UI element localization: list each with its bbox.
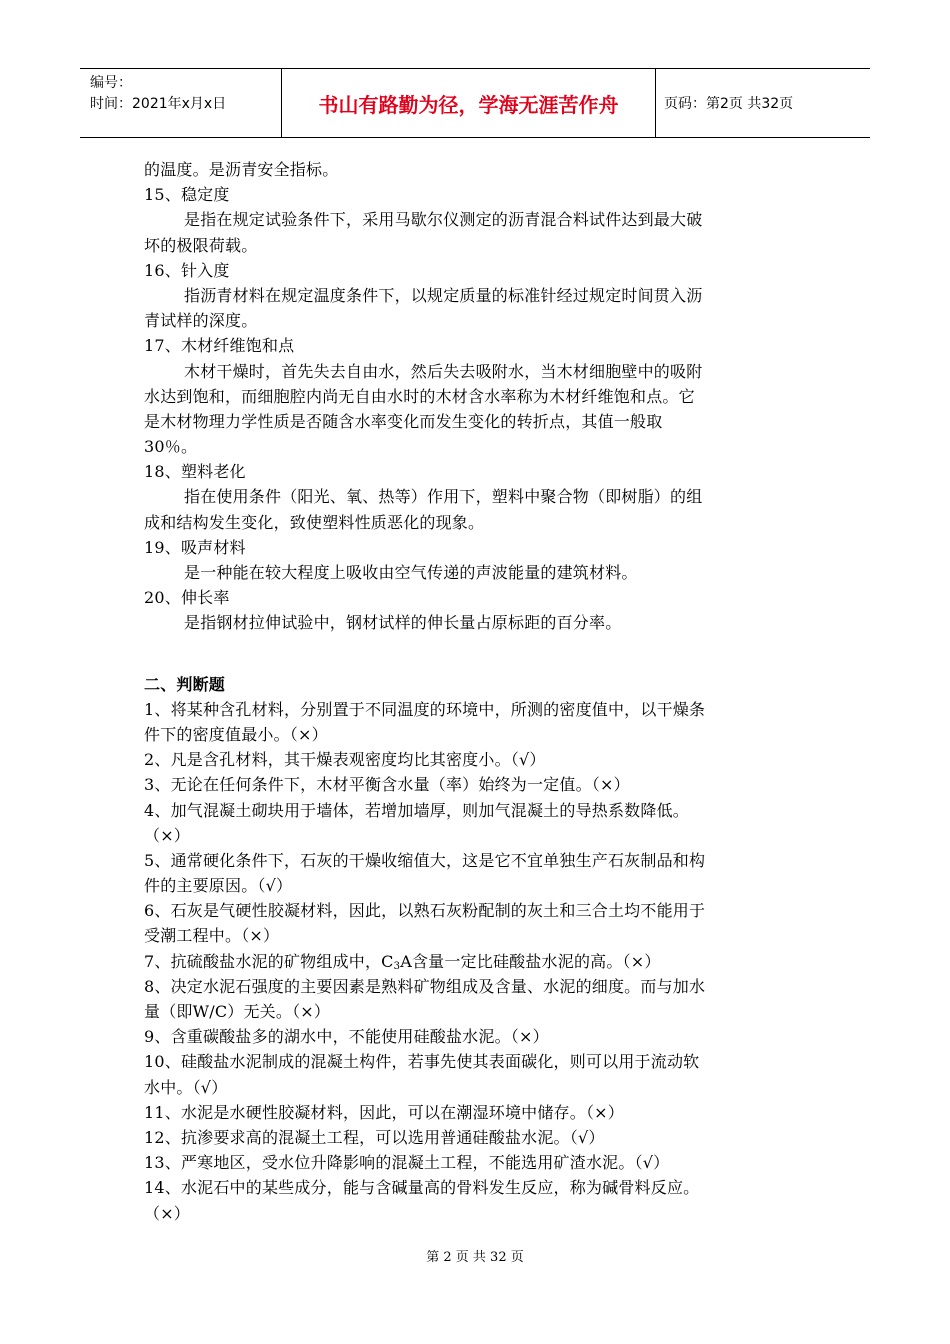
- judgment-item: 受潮工程中。（×）: [144, 926, 280, 946]
- definition-text: 指沥青材料在规定温度条件下，以规定质量的标准针经过规定时间贯入沥: [184, 285, 703, 305]
- definition-term: 16、针入度: [144, 260, 230, 280]
- judgment-item: 件下的密度值最小。（×）: [144, 724, 328, 744]
- judgment-item: 7、抗硫酸盐水泥的矿物组成中，$C_3A$含量一定比硅酸盐水泥的高。（×）: [144, 951, 661, 972]
- judgment-item: 6、石灰是气硬性胶凝材料，因此，以熟石灰粉配制的灰土和三合土均不能用于: [144, 901, 706, 921]
- judgment-item: 3、无论在任何条件下，木材平衡含水量（率）始终为一定值。（×）: [144, 775, 630, 795]
- definition-text: 是指在规定试验条件下，采用马歇尔仪测定的沥青混合料试件达到最大破: [184, 210, 703, 230]
- judgment-item: 4、加气混凝土砌块用于墙体，若增加墙厚，则加气混凝土的导热系数降低。: [144, 800, 689, 820]
- date-line: 时间：2021年x月x日: [90, 96, 227, 112]
- definition-text: 坏的极限荷载。: [144, 235, 258, 255]
- header-page-info: 页码：第2页 共32页: [664, 96, 794, 112]
- judgment-item: 件的主要原因。（√）: [144, 876, 293, 896]
- definition-text: 成和结构发生变化，致使塑料性质恶化的现象。: [144, 512, 485, 532]
- number-label: 编号：: [90, 75, 132, 91]
- judgment-item: （×）: [144, 1203, 191, 1223]
- judgment-item: 9、含重碳酸盐多的湖水中，不能使用硅酸盐水泥。（×）: [144, 1027, 549, 1047]
- page-header: [80, 68, 870, 138]
- definition-text: 水达到饱和，而细胞腔内尚无自由水时的木材含水率称为木材纤维饱和点。它: [144, 386, 695, 406]
- judgment-item: 12、抗渗要求高的混凝土工程，可以选用普通硅酸盐水泥。（√）: [144, 1127, 605, 1147]
- section-gap: [144, 636, 814, 672]
- definition-text: 指在使用条件（阳光、氧、热等）作用下，塑料中聚合物（即树脂）的组: [184, 487, 703, 507]
- definition-term: 17、木材纤维饱和点: [144, 336, 295, 356]
- definition-term: 18、塑料老化: [144, 462, 246, 482]
- judgment-item: 11、水泥是水硬性胶凝材料，因此，可以在潮湿环境中储存。（×）: [144, 1102, 624, 1122]
- header-motto: 书山有路勤为径，学海无涯苦作舟: [282, 69, 656, 137]
- document-body: [144, 157, 814, 1226]
- definition-text: 是木材物理力学性质是否随含水率变化而发生变化的转折点，其值一般取: [144, 411, 663, 431]
- judgment-item: 水中。（√）: [144, 1077, 228, 1097]
- definition-text: 木材干燥时，首先失去自由水，然后失去吸附水，当木材细胞壁中的吸附: [184, 361, 703, 381]
- section-title: 二、判断题: [144, 674, 226, 694]
- judgment-item: 量（即W/C）无关。（×）: [144, 1002, 331, 1021]
- definition-term: 19、吸声材料: [144, 537, 246, 557]
- definition-text: 是指钢材拉伸试验中，钢材试样的伸长量占原标距的百分率。: [184, 613, 622, 633]
- definition-term: 20、伸长率: [144, 588, 230, 608]
- judgment-item: 10、硅酸盐水泥制成的混凝土构件，若事先使其表面碳化，则可以用于流动软: [144, 1052, 700, 1072]
- judgment-item: （×）: [144, 825, 191, 845]
- judgment-item: 1、将某种含孔材料，分别置于不同温度的环境中，所测的密度值中，以干燥条: [144, 699, 706, 719]
- subscript: 3: [393, 960, 401, 972]
- definition-text: 是一种能在较大程度上吸收由空气传递的声波能量的建筑材料。: [184, 563, 638, 582]
- definition-text: 的温度。是沥青安全指标。: [144, 160, 339, 179]
- page-footer: 第 2 页 共 32 页: [426, 1250, 524, 1265]
- definition-text: 30％。: [144, 437, 198, 457]
- header-meta: [80, 69, 282, 137]
- judgment-item: 2、凡是含孔材料，其干燥表观密度均比其密度小。（√）: [144, 750, 546, 770]
- judgment-item: 8、决定水泥石强度的主要因素是熟料矿物组成及含量、水泥的细度。而与加水: [144, 976, 706, 996]
- definition-term: 15、稳定度: [144, 185, 230, 205]
- judgment-item: 13、严寒地区，受水位升降影响的混凝土工程，不能选用矿渣水泥。（√）: [144, 1153, 670, 1173]
- judgment-item: 5、通常硬化条件下，石灰的干燥收缩值大，这是它不宜单独生产石灰制品和构: [144, 850, 706, 870]
- judgment-item: 14、水泥石中的某些成分，能与含碱量高的骨料发生反应，称为碱骨料反应。: [144, 1178, 700, 1198]
- definition-text: 青试样的深度。: [144, 311, 258, 331]
